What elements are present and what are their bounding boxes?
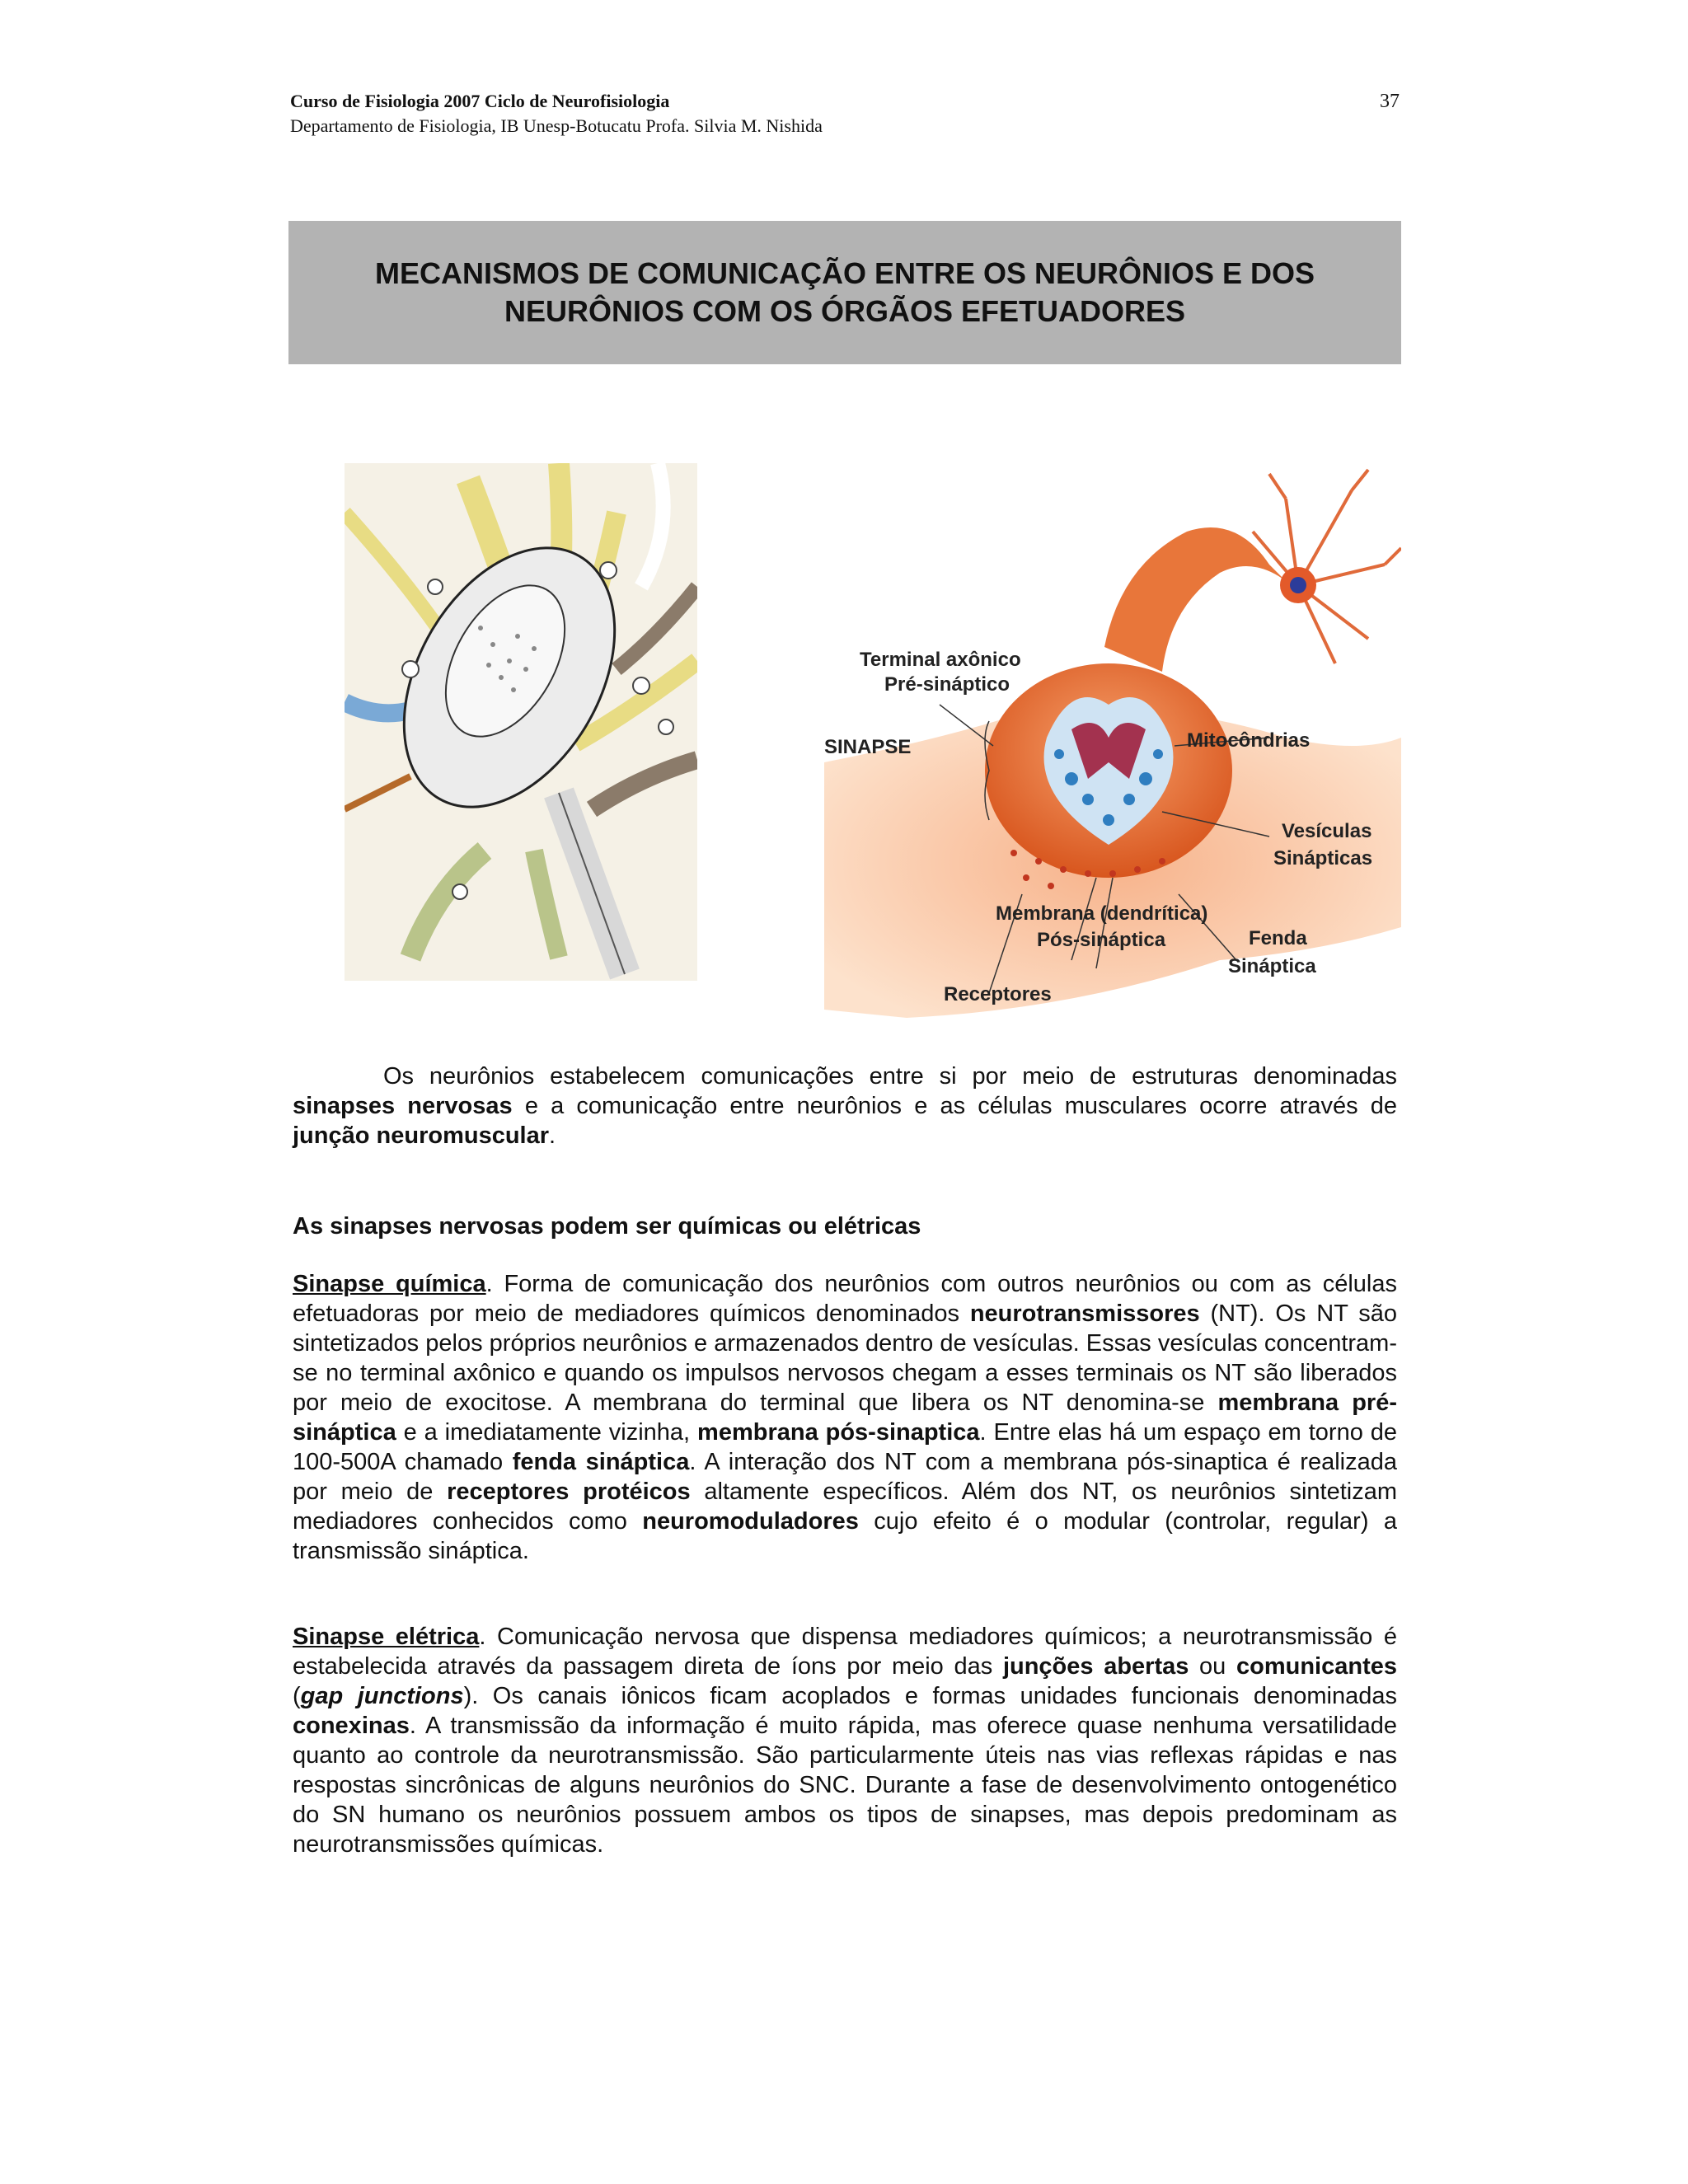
page-number: 37 [1380,91,1400,112]
neuron-illustration [345,463,697,981]
eletrica-bold-2: comunicantes [1236,1653,1397,1680]
eletrica-text-1: . Comunicação nervosa que dispensa mediadores químicos; a neurotransmissão é estabelecida através da passagem direta de íons por meio das [293,1624,1397,1680]
label-fenda-sinaptica: Sináptica [1228,955,1316,977]
term-sinapse-quimica: Sinapse química [293,1271,486,1297]
paragraph-sinapse-quimica [293,1269,1397,1566]
quimica-text-3: e a imediatamente vizinha, [396,1419,698,1446]
label-mitocondrias: Mitocôndrias [1187,729,1311,752]
label-membrana-dendritica: Membrana (dendrítica) [996,902,1208,925]
label-terminal-axonico: Terminal axônico [860,649,1021,671]
quimica-bold-3: membrana pós-sinaptica [697,1419,980,1446]
quimica-text-7: cujo efeito é o modular (controlar, regular) a transmissão sináptica. [293,1508,1397,1564]
title-line-2: NEURÔNIOS COM OS ÓRGÃOS EFETUADORES [504,294,1186,328]
quimica-text-1: . Forma de comunicação dos neurônios com outros neurônios ou com as células efetuadoras por meio de mediadores químicos denominados [293,1271,1398,1327]
eletrica-text-3: ( [293,1683,301,1709]
quimica-bold-5: receptores protéicos [447,1479,691,1505]
title-line-1: MECANISMOS DE COMUNICAÇÃO ENTRE OS NEURÔNIOS E DOS [374,256,1315,290]
label-vesiculas: Vesículas [1282,820,1372,842]
synapse-diagram [824,466,1401,1026]
eletrica-gap-junctions: gap junctions [300,1683,464,1709]
eletrica-text-4: ). Os canais iônicos ficam acoplados e formas unidades funcionais denominadas [463,1683,1398,1709]
label-fenda: Fenda [1249,927,1307,949]
quimica-bold-4: fenda sináptica [512,1449,690,1475]
page-header [290,91,1400,137]
intro-text-1: Os neurônios estabelecem comunicações entre si por meio de estruturas denominadas [383,1063,1397,1090]
quimica-text-2: (NT). Os NT são sintetizados pelos próprios neurônios e armazenados dentro de vesículas. Essas vesículas concentram-se no terminal axônico e quando os impulsos nervosos chegam a esses terminais os NT são liberados por meio de exocitose. A membrana do terminal que libera os NT denomina-se [293,1301,1397,1416]
quimica-text-6: altamente específicos. Além dos NT, os neurônios sintetizam mediadores conhecidos como [293,1479,1397,1535]
course-title: Curso de Fisiologia 2007 Ciclo de Neurofisiologia [290,91,670,111]
intro-text-2: e a comunicação entre neurônios e as células musculares ocorre através de [512,1093,1398,1119]
quimica-text-4: . Entre elas há um espaço em torno de 100-500A chamado [293,1419,1397,1475]
label-sinapse: SINAPSE [824,736,912,758]
term-sinapse-eletrica: Sinapse elétrica [293,1624,480,1650]
department-line: Departamento de Fisiologia, IB Unesp-Botucatu Profa. Silvia M. Nishida [290,115,823,136]
label-pos-sinaptica: Pós-sináptica [1037,929,1166,951]
neuron-drawing [345,463,697,981]
eletrica-bold-3: conexinas [293,1713,410,1739]
label-sinapticas: Sinápticas [1273,847,1373,869]
section-subtitle: As sinapses nervosas podem ser químicas ou elétricas [293,1213,921,1240]
quimica-bold-2: membrana pré-sináptica [293,1390,1398,1446]
paragraph-sinapse-eletrica [293,1622,1397,1859]
eletrica-text-2: ou [1189,1653,1236,1680]
title-box [288,221,1401,364]
intro-bold-1: sinapses nervosas [293,1093,513,1119]
quimica-bold-6: neuromoduladores [642,1508,859,1535]
quimica-text-5: . A interação dos NT com a membrana pós-sinaptica é realizada por meio de [293,1449,1397,1505]
intro-bold-2: junção neuromuscular [293,1122,550,1149]
intro-paragraph [293,1062,1397,1151]
eletrica-text-5: . A transmissão da informação é muito rápida, mas oferece quase nenhuma versatilidade quanto ao controle da neurotransmissão. São particularmente úteis nas vias reflexas rápidas e nas respostas sincrônicas de alguns neurônios do SNC. Durante a fase de desenvolvimento ontogenético do SN humano os neurônios possuem ambos os tipos de sinapses, mas depois predominam as neurotransmissões químicas. [293,1713,1397,1858]
eletrica-bold-1: junções abertas [1002,1653,1189,1680]
label-pre-sinaptico: Pré-sináptico [884,673,1010,696]
label-receptores: Receptores [944,983,1052,1005]
quimica-bold-1: neurotransmissores [969,1301,1200,1327]
intro-text-3: . [549,1122,556,1149]
